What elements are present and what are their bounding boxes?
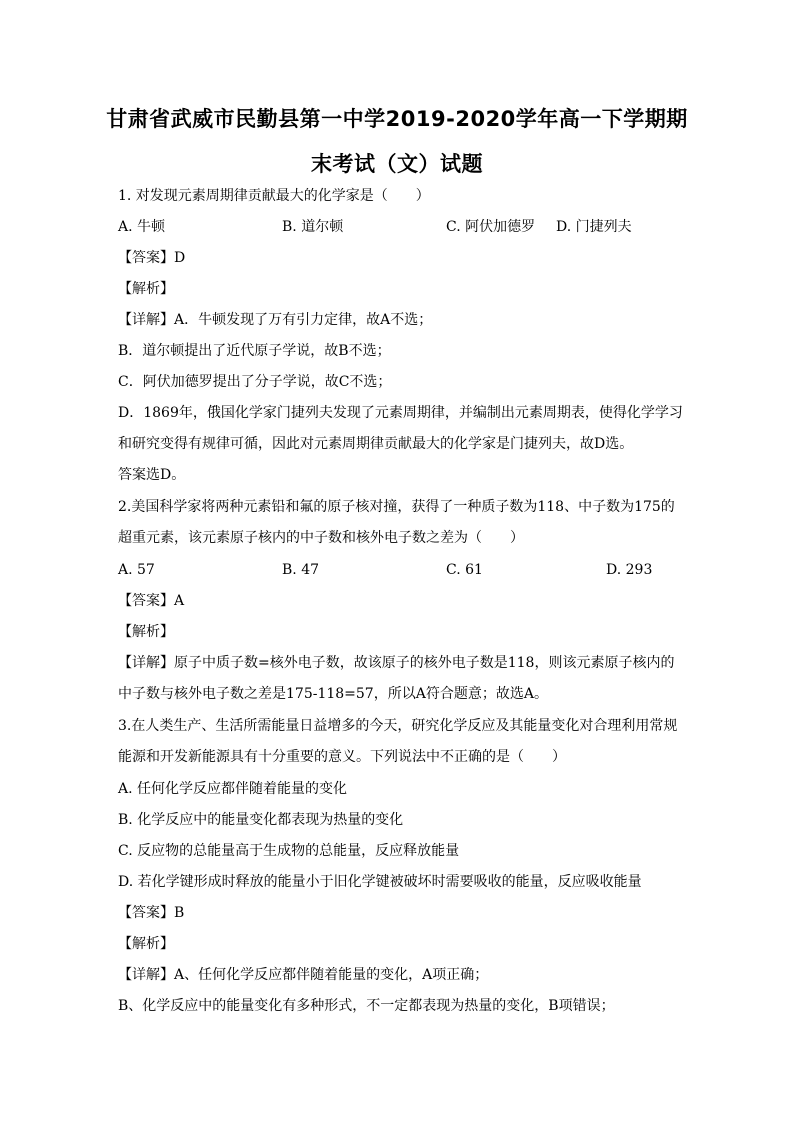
q3-option-b: B. 化学反应中的能量变化都表现为热量的变化: [118, 812, 404, 828]
q3-analysis-heading: 【解析】: [118, 936, 174, 952]
q1-option-c: C. 阿伏加德罗: [446, 219, 536, 235]
q1-detail-line-2: B．道尔顿提出了近代原子学说，故B不选；: [118, 343, 391, 359]
q3-option-d: D. 若化学键形成时释放的能量小于旧化学键被破坏时需要吸收的能量，反应吸收能量: [118, 874, 642, 890]
q2-option-d: D. 293: [606, 562, 653, 578]
q3-option-c: C. 反应物的总能量高于生成物的总能量，反应释放能量: [118, 843, 460, 859]
q1-option-a: A. 牛顿: [118, 219, 166, 235]
q1-answer: 【答案】D: [118, 250, 186, 266]
q3-stem-line-2: 能源和开发新能源具有十分重要的意义。下列说法中不正确的是（ ）: [118, 749, 566, 765]
q2-option-a: A. 57: [118, 562, 155, 578]
q2-option-b: B. 47: [282, 562, 320, 578]
q2-detail-line-1: 【详解】原子中质子数=核外电子数，故该原子的核外电子数是118，则该元素原子核内的: [118, 655, 675, 671]
q1-detail-line-6: 答案选D。: [118, 467, 186, 483]
q2-stem-line-1: 2.美国科学家将两种元素铅和氟的原子核对撞，获得了一种质子数为118、中子数为175的: [118, 499, 675, 515]
q3-option-a: A. 任何化学反应都伴随着能量的变化: [118, 781, 348, 797]
q3-stem-line-1: 3.在人类生产、生活所需能量日益增多的今天，研究化学反应及其能量变化对合理利用常规: [118, 718, 678, 734]
q2-detail-line-2: 中子数与核外电子数之差是175-118=57，所以A符合题意；故选A。: [118, 686, 548, 702]
q3-detail-line-2: B、化学反应中的能量变化有多种形式，不一定都表现为热量的变化，B项错误；: [118, 998, 615, 1014]
q1-detail-line-1: 【详解】A．牛顿发现了万有引力定律，故A不选；: [118, 312, 433, 328]
q1-detail-line-4: D．1869年，俄国化学家门捷列夫发现了元素周期律，并编制出元素周期表，使得化学学习: [118, 405, 683, 421]
q2-stem-line-2: 超重元素，该元素原子核内的中子数和核外电子数之差为（ ）: [118, 530, 524, 546]
q2-answer: 【答案】A: [118, 593, 185, 609]
q2-analysis-heading: 【解析】: [118, 624, 174, 640]
q1-detail-line-3: C．阿伏加德罗提出了分子学说，故C不选；: [118, 374, 392, 390]
q1-analysis-heading: 【解析】: [118, 281, 174, 297]
document-title-line-2: 末考试（文）试题: [311, 152, 483, 176]
q1-option-b: B. 道尔顿: [282, 219, 344, 235]
document-title-line-1: 甘肃省武威市民勤县第一中学2019-2020学年高一下学期期: [106, 107, 688, 131]
q1-stem: 1. 对发现元素周期律贡献最大的化学家是（ ）: [118, 188, 430, 204]
q2-option-c: C. 61: [446, 562, 483, 578]
q1-option-d: D. 门捷列夫: [556, 219, 632, 235]
q3-answer: 【答案】B: [118, 905, 185, 921]
q1-detail-line-5: 和研究变得有规律可循，因此对元素周期律贡献最大的化学家是门捷列夫，故D选。: [118, 436, 634, 452]
q3-detail-line-1: 【详解】A、任何化学反应都伴随着能量的变化，A项正确；: [118, 967, 489, 983]
